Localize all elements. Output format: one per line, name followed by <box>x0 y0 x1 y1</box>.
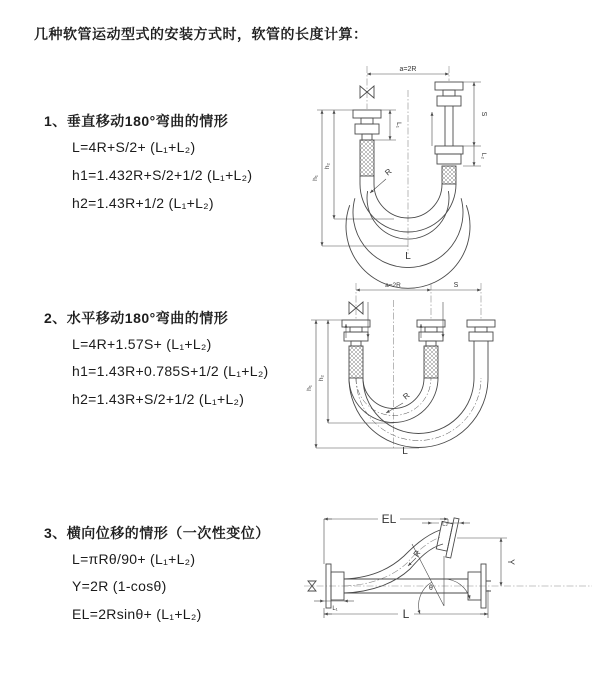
hose-drawing <box>308 516 491 608</box>
dimension-lines <box>317 74 481 246</box>
dim-label-y: Y <box>506 558 516 566</box>
hose-braid <box>360 140 374 176</box>
dim-label-h2: h₂ <box>318 374 325 382</box>
dim-label-el: EL <box>381 512 397 526</box>
dim-label-theta: θ <box>429 585 433 592</box>
dim-label-l: L <box>405 251 411 262</box>
section-2-formula-h2: h2=1.43R+S/2+1/2 (L₁+L₂) <box>72 391 245 407</box>
dim-label-s: S <box>453 282 459 289</box>
section-1-formula-h1: h1=1.432R+S/2+1/2 (L₁+L₂) <box>72 167 253 183</box>
section-3-formula-L: L=πRθ/90+ (L₁+L₂) <box>72 551 196 567</box>
hose-drawing <box>342 302 495 448</box>
dim-label-s: S <box>480 111 487 117</box>
hose-braid <box>349 346 363 378</box>
section-3-formula-EL: EL=2Rsinθ+ (L₁+L₂) <box>72 606 202 622</box>
theta-arc <box>444 579 470 599</box>
dim-label-h1: h₁ <box>312 175 319 181</box>
dim-label-l: L <box>402 607 410 621</box>
dim-label-l2: L₂ <box>480 152 487 160</box>
section-1-formula-L: L=4R+S/2+ (L₁+L₂) <box>72 139 196 155</box>
dim-label-l2: L₂ <box>442 521 448 528</box>
radius-leader <box>408 558 416 566</box>
u-bend-arc <box>349 378 488 448</box>
dim-label-h2: h₂ <box>324 162 331 170</box>
hose-braid <box>424 346 438 378</box>
dimension-lines <box>311 290 481 448</box>
section-2-heading: 2、水平移动180°弯曲的情形 <box>44 310 229 326</box>
section-1-heading: 1、垂直移动180°弯曲的情形 <box>44 113 229 129</box>
section-1-formula-h2: h2=1.43R+1/2 (L₁+L₂) <box>72 195 214 211</box>
dim-label-span: a=2R <box>399 66 417 73</box>
hose-displaced-position <box>344 530 440 579</box>
diagram-vertical-bend <box>312 62 592 262</box>
dim-label-span: a=2R <box>385 282 401 289</box>
section-2-formula-L: L=4R+1.57S+ (L₁+L₂) <box>72 336 212 352</box>
dim-label-r: R <box>411 548 423 559</box>
diagram-horizontal-bend <box>308 280 598 458</box>
diagram-lateral-displacement <box>298 498 598 658</box>
dim-label-h1: h₁ <box>306 385 313 391</box>
u-bend-centerline <box>356 378 481 441</box>
section-2-formula-h1: h1=1.43R+0.785S+1/2 (L₁+L₂) <box>72 363 269 379</box>
hose-braid <box>442 166 456 184</box>
dim-label-l: L <box>402 446 408 457</box>
dim-label-r: R <box>383 166 394 178</box>
section-3-formula-Y: Y=2R (1-cosθ) <box>72 578 167 594</box>
dim-label-l1: L₁ <box>332 606 338 612</box>
dim-label-r: R <box>401 390 412 402</box>
radius-leader <box>370 179 386 193</box>
dim-label-l1: L₁ <box>395 122 402 128</box>
section-3-heading: 3、横向位移的情形（一次性变位） <box>44 525 270 541</box>
page-title: 几种软管运动型式的安装方式时，软管的长度计算： <box>34 26 368 42</box>
